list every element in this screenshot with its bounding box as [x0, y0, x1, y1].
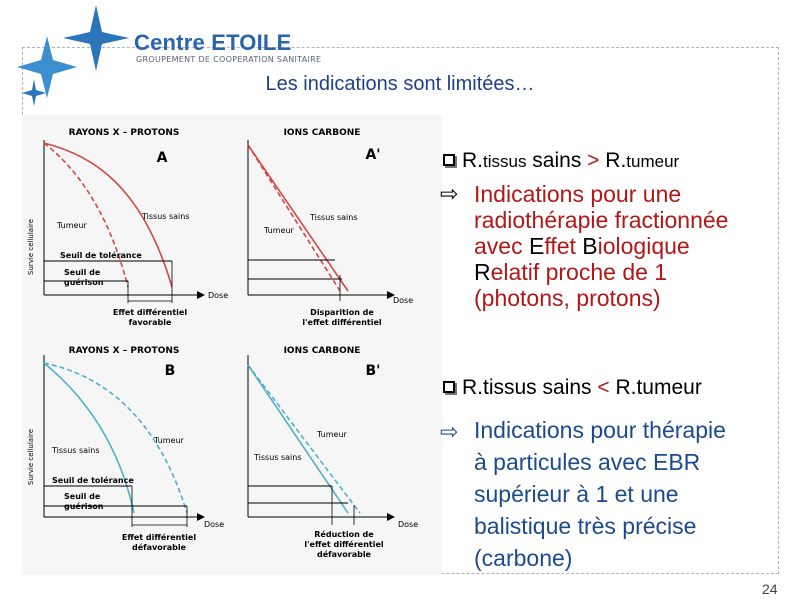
panel-b-caption-1: Effet différentiel [121, 533, 197, 542]
bullet-2-line-1: Indications pour thérapie [474, 417, 726, 443]
bullet-2-line-2: à particules avec EBR [474, 449, 701, 475]
bullet-2-indication [440, 414, 800, 574]
panel-b-prime-x-axis-label: Dose [398, 520, 419, 529]
panel-a-x-axis-label: Dose [208, 291, 229, 300]
bullet-1-indication [440, 181, 800, 311]
panel-b-prime-curve1-label: Tumeur [317, 430, 347, 439]
panel-b-prime-letter: B' [365, 363, 381, 379]
hollow-right-arrow-icon: ⇨ [440, 419, 459, 444]
logo-title: Centre ETOILE [134, 30, 292, 55]
bullet-1-line-2: radiothérapie fractionnée [474, 207, 729, 233]
bullet-1-line-5: (photons, protons) [474, 285, 661, 311]
bullet-1-line-3: avec Effet Biologique [474, 233, 690, 259]
panel-b-prime-caption-2: l'effet différentiel [304, 540, 384, 549]
bullet-2-line-5: (carbone) [474, 545, 573, 571]
panel-a-letter: A [156, 150, 168, 166]
panel-b-threshold-cure-2: guérison [64, 502, 104, 511]
panel-b-threshold-tolerance: Seuil de tolérance [52, 476, 134, 485]
survival-curves-figure [22, 115, 442, 575]
page-number: 24 [762, 581, 778, 597]
logo-subtitle: GROUPEMENT DE COOPERATION SANITAIRE [136, 55, 322, 64]
panel-a-caption-1: Effet différentiel [112, 308, 188, 317]
slide-title: Les indications sont limitées… [265, 73, 535, 95]
hollow-right-arrow-icon: ⇨ [440, 181, 459, 206]
square-checkbox-icon [443, 381, 455, 393]
panel-a-curve2-label: Tissus sains [142, 212, 190, 221]
panel-a-threshold-cure-2: guérison [64, 278, 104, 287]
panel-b-y-axis-label: Survie cellulaire [27, 428, 35, 485]
bullet-2-line-4: balistique très précise [474, 513, 697, 539]
square-checkbox-icon [443, 154, 455, 166]
panel-b-threshold-cure-1: Seuil de [64, 492, 101, 501]
panel-a-curve1-label: Tumeur [57, 221, 87, 230]
panel-a-prime-header: IONS CARBONE [283, 128, 361, 138]
panel-a-y-axis-label: Survie cellulaire [27, 218, 35, 275]
bullet-1-heading: R.tissus sains > R.tumeur [443, 149, 679, 173]
panel-b-prime-curve2-label: Tissus sains [254, 453, 302, 462]
bullet-2-line-3: supérieur à 1 et une [474, 481, 679, 507]
panel-a-prime-caption-2: l'effet différentiel [302, 318, 382, 327]
panel-a-prime-letter: A' [365, 147, 381, 163]
panel-a-prime-curve2-label: Tissus sains [310, 213, 358, 222]
bullet-2-heading: R.tissus sains < R.tumeur [443, 376, 702, 400]
panel-b-prime-caption-1: Réduction de [314, 530, 374, 539]
panel-b-prime-header: IONS CARBONE [283, 346, 361, 356]
panel-b-header: RAYONS X – PROTONS [68, 346, 180, 356]
panel-a-threshold-cure-1: Seuil de [64, 268, 101, 277]
panel-b-prime-caption-3: défavorable [317, 550, 371, 559]
panel-b-letter: B [164, 363, 176, 379]
panel-a-prime-caption-1: Disparition de [310, 308, 374, 317]
panel-a-prime-curve1-label: Tumeur [264, 226, 294, 235]
panel-a-header: RAYONS X – PROTONS [68, 128, 180, 138]
panel-b-curve2-label: Tumeur [154, 436, 184, 445]
panel-b-caption-2: défavorable [132, 543, 186, 552]
panel-a-threshold-tolerance: Seuil de tolérance [60, 251, 142, 260]
panel-a-prime-x-axis-label: Dose [393, 296, 414, 305]
panel-b-x-axis-label: Dose [204, 520, 225, 529]
bullet-1-line-4: Relatif proche de 1 [474, 259, 668, 285]
panel-b-curve1-label: Tissus sains [52, 446, 100, 455]
panel-a-caption-2: favorable [128, 318, 172, 327]
bullet-1-line-1: Indications pour une [474, 181, 682, 207]
